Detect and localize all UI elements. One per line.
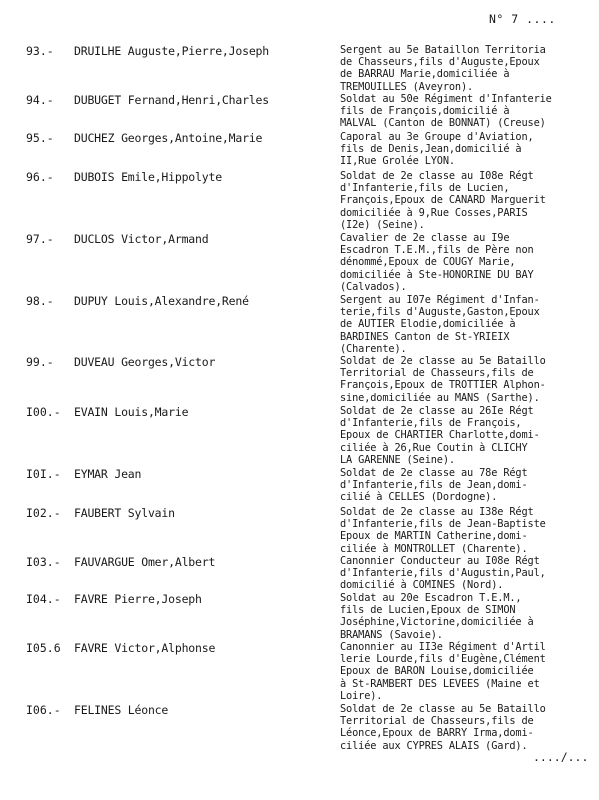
description-line: Soldat de 2e classe au 26Ie Régt <box>340 405 534 417</box>
entry-name: DUCHEZ Georges,Antoine,Marie <box>74 131 263 145</box>
description-line: Cavalier de 2e classe au I9e <box>340 232 510 244</box>
description-line: Soldat au 20e Escadron T.E.M., <box>340 592 522 604</box>
description-line: BARDINES Canton de St-YRIEIX <box>340 330 510 343</box>
entry-description <box>340 355 599 404</box>
description-line: dénommé,Epoux de COUGY Marie, <box>340 256 516 269</box>
description-line: fils de François,domicilié à <box>340 105 510 118</box>
description-line: Soldat de 2e classe au 5e Bataillo <box>340 703 546 715</box>
description-line: (Charente). <box>340 342 407 355</box>
description-line: d'Infanterie,fils de Lucien, <box>340 182 510 195</box>
description-line: Sergent au I07e Régiment d'Infan- <box>340 294 540 306</box>
description-line: (I2e) (Seine). <box>340 218 425 231</box>
entry-number: I03.- <box>26 555 61 569</box>
description-line: ciliée à 26,Rue Coutin à CLICHY <box>340 441 528 454</box>
description-line: cilié à CELLES (Dordogne). <box>340 491 498 504</box>
entry-description <box>340 232 599 293</box>
continuation-mark: ..../... <box>533 750 589 764</box>
entry-number: 95.- <box>26 131 54 145</box>
description-line: François,Epoux de TROTTIER Alphon- <box>340 379 546 392</box>
entry-description <box>340 703 599 752</box>
entry-name: FELINES Léonce <box>74 703 169 717</box>
entry-number: I06.- <box>26 703 61 717</box>
description-line: domiciliée à 9,Rue Cosses,PARIS <box>340 206 528 219</box>
description-line: fils de Denis,Jean,domicilié à <box>340 143 522 156</box>
entry-name: EVAIN Louis,Marie <box>74 405 189 419</box>
description-line: Léonce,Epoux de BARRY Irma,domi- <box>340 727 534 740</box>
entry-name: DUVEAU Georges,Victor <box>74 355 216 369</box>
description-line: d'Infanterie,fils d'Augustin,Paul, <box>340 567 546 580</box>
entry-number: I05.6 <box>26 641 61 655</box>
description-line: de AUTIER Elodie,domiciliée à <box>340 318 516 331</box>
entry-description <box>340 405 599 466</box>
entry-description <box>340 93 599 130</box>
description-line: Canonnier au II3e Régiment d'Artil <box>340 641 546 653</box>
description-line: Soldat de 2e classe au 78e Régt <box>340 467 528 479</box>
description-line: ciliée à MONTROLLET (Charente). <box>340 542 528 555</box>
description-line: Soldat de 2e classe au I08e Régt <box>340 170 534 182</box>
description-line: domicilié à COMINES (Nord). <box>340 579 504 592</box>
description-line: d'Infanterie,fils de Jean,domi- <box>340 479 528 492</box>
entry-description <box>340 44 599 93</box>
description-line: d'Infanterie,fils de Jean-Baptiste <box>340 518 546 531</box>
description-line: Soldat de 2e classe au I38e Régt <box>340 506 534 518</box>
entry-description <box>340 294 599 355</box>
description-line: Epoux de BARON Louise,domiciliée <box>340 665 534 678</box>
entry-name: DUPUY Louis,Alexandre,René <box>74 294 249 308</box>
entry-name: FAUVARGUE Omer,Albert <box>74 555 216 569</box>
entry-description <box>340 467 599 504</box>
entry-name: DUCLOS Victor,Armand <box>74 232 209 246</box>
description-line: Loire). <box>340 689 383 702</box>
entry-description <box>340 641 599 702</box>
description-line: Sergent au 5e Bataillon Territoria <box>340 44 546 56</box>
description-line: BRAMANS (Savoie). <box>340 628 443 641</box>
entry-name: FAVRE Pierre,Joseph <box>74 592 202 606</box>
entry-name: FAVRE Victor,Alphonse <box>74 641 216 655</box>
description-line: Soldat au 50e Régiment d'Infanterie <box>340 93 552 105</box>
entry-number: 98.- <box>26 294 54 308</box>
description-line: François,Epoux de CANARD Marguerit <box>340 194 546 207</box>
entry-number: 96.- <box>26 170 54 184</box>
description-line: Territorial de Chasseurs,fils de <box>340 367 534 380</box>
description-line: de Chasseurs,fils d'Auguste,Epoux <box>340 56 540 69</box>
description-line: TREMOUILLES (Aveyron). <box>340 80 474 93</box>
entry-number: I02.- <box>26 506 61 520</box>
description-line: II,Rue Grolée LYON. <box>340 155 455 168</box>
entry-number: 97.- <box>26 232 54 246</box>
description-line: Joséphine,Victorine,domiciliée à <box>340 616 534 629</box>
entry-description <box>340 170 599 231</box>
description-line: lerie Lourde,fils d'Eugène,Clément <box>340 653 546 666</box>
description-line: MALVAL (Canton de BONNAT) (Creuse) <box>340 117 546 130</box>
entry-number: 94.- <box>26 93 54 107</box>
description-line: Soldat de 2e classe au 5e Bataillo <box>340 355 546 367</box>
entry-name: DUBOIS Emile,Hippolyte <box>74 170 222 184</box>
description-line: Epoux de CHARTIER Charlotte,domi- <box>340 429 540 442</box>
entry-name: DUBUGET Fernand,Henri,Charles <box>74 93 269 107</box>
entry-number: 99.- <box>26 355 54 369</box>
description-line: de BARRAU Marie,domiciliée à <box>340 68 510 81</box>
entry-name: EYMAR Jean <box>74 467 142 481</box>
entry-name: FAUBERT Sylvain <box>74 506 175 520</box>
entry-name: DRUILHE Auguste,Pierre,Joseph <box>74 44 269 58</box>
entry-description <box>340 592 599 641</box>
entry-description <box>340 555 599 592</box>
entry-description <box>340 506 599 555</box>
entry-description <box>340 131 599 168</box>
description-line: ciliée aux CYPRES ALAIS (Gard). <box>340 739 528 752</box>
entry-number: I00.- <box>26 405 61 419</box>
description-line: fils de Lucien,Epoux de SIMON <box>340 604 516 617</box>
description-line: LA GARENNE (Seine). <box>340 453 455 466</box>
description-line: Canonnier Conducteur au I08e Régt <box>340 555 540 567</box>
entry-number: 93.- <box>26 44 54 58</box>
description-line: Territorial de Chasseurs,fils de <box>340 715 534 728</box>
description-line: à St-RAMBERT DES LEVEES (Maine et <box>340 677 540 690</box>
entry-number: I0I.- <box>26 467 61 481</box>
description-line: domiciliée à Ste-HONORINE DU BAY <box>340 268 534 281</box>
description-line: Epoux de MARTIN Catherine,domi- <box>340 530 528 543</box>
description-line: (Calvados). <box>340 280 407 293</box>
description-line: Escadron T.E.M.,fils de Père non <box>340 244 534 257</box>
description-line: d'Infanterie,fils de François, <box>340 417 522 430</box>
description-line: sine,domiciliée au MANS (Sarthe). <box>340 391 540 404</box>
page-number: N° 7 .... <box>489 12 556 26</box>
description-line: terie,fils d'Auguste,Gaston,Epoux <box>340 306 540 319</box>
entry-number: I04.- <box>26 592 61 606</box>
description-line: Caporal au 3e Groupe d'Aviation, <box>340 131 534 143</box>
